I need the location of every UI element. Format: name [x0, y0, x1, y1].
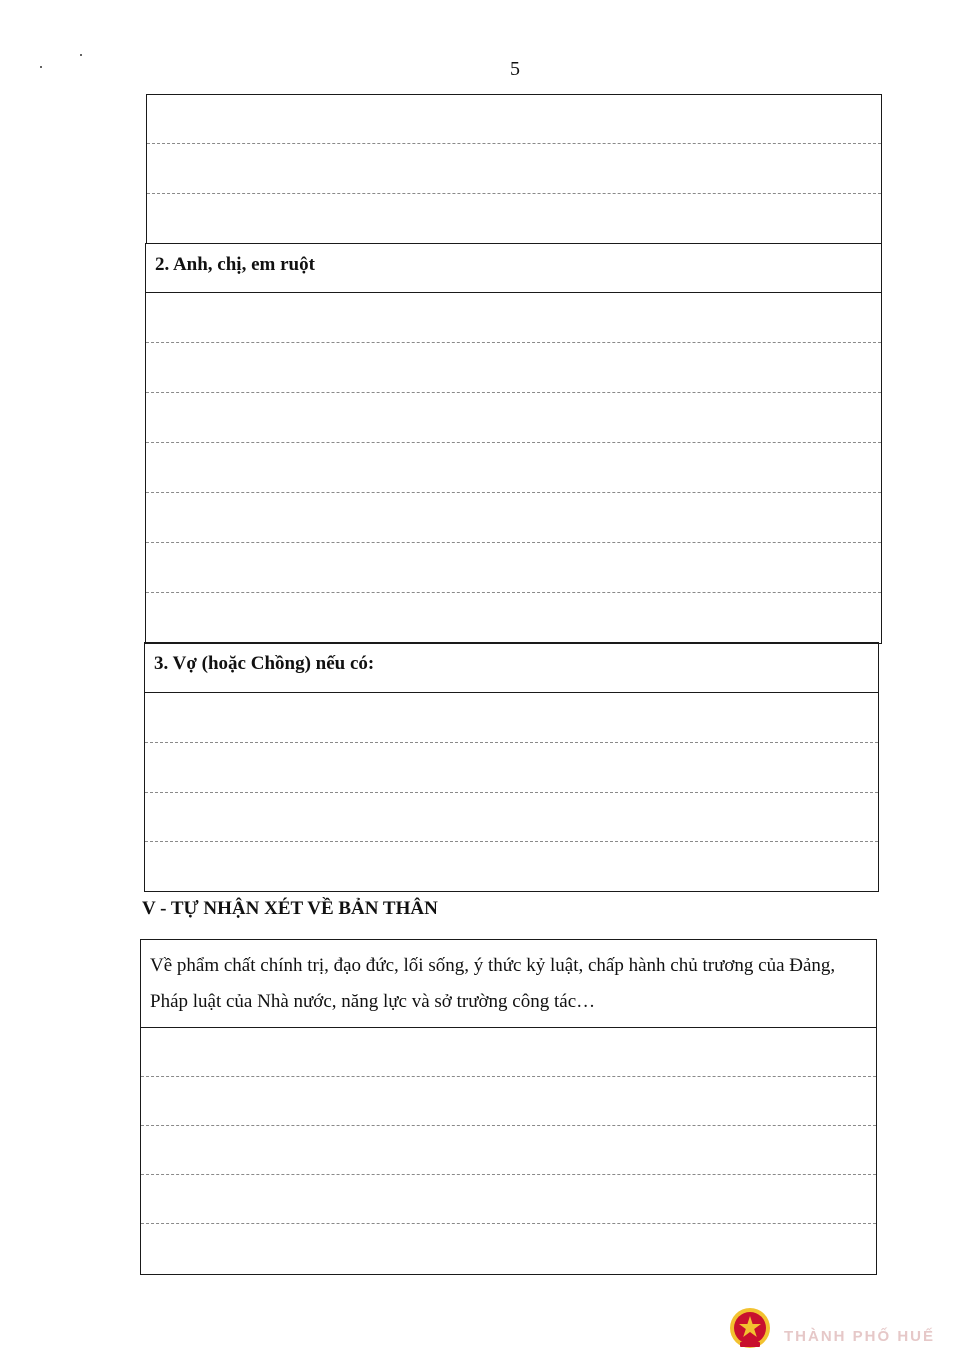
watermark: [728, 1306, 958, 1350]
header-divider: [141, 1027, 876, 1028]
blank-line: [146, 592, 881, 593]
blank-line: [145, 742, 878, 743]
blank-line: [146, 492, 881, 493]
blank-line: [141, 1223, 876, 1224]
self-assessment-heading: V - TỰ NHẬN XÉT VỀ BẢN THÂN: [142, 898, 438, 919]
blank-line: [145, 792, 878, 793]
blank-line: [146, 442, 881, 443]
siblings-table: [145, 243, 882, 644]
header-divider: [145, 692, 878, 693]
blank-line: [145, 841, 878, 842]
family-table-continuation: [146, 94, 882, 244]
spouse-label: 3. Vợ (hoặc Chồng) nếu có:: [154, 653, 375, 674]
header-divider: [146, 292, 881, 293]
siblings-label: 2. Anh, chị, em ruột: [155, 254, 315, 275]
blank-line: [141, 1076, 876, 1077]
watermark-text: THÀNH PHỐ HUẾ: [784, 1328, 936, 1345]
self-assessment-prompt: Về phẩm chất chính trị, đạo đức, lối sống, ý thức kỷ luật, chấp hành chủ trương của Đảng, Pháp luật của Nhà nước, năng lực và sở trường công tác…: [150, 955, 836, 1012]
self-assessment-table: [140, 939, 877, 1275]
scan-speck: [80, 54, 82, 56]
blank-line: [141, 1125, 876, 1126]
blank-line: [147, 143, 881, 144]
national-emblem-icon: [728, 1306, 772, 1350]
blank-line: [147, 193, 881, 194]
spouse-table: [144, 642, 879, 892]
scan-speck: [40, 66, 42, 68]
blank-line: [146, 542, 881, 543]
blank-line: [146, 342, 881, 343]
blank-line: [141, 1174, 876, 1175]
blank-line: [146, 392, 881, 393]
page-number: 5: [510, 58, 520, 80]
